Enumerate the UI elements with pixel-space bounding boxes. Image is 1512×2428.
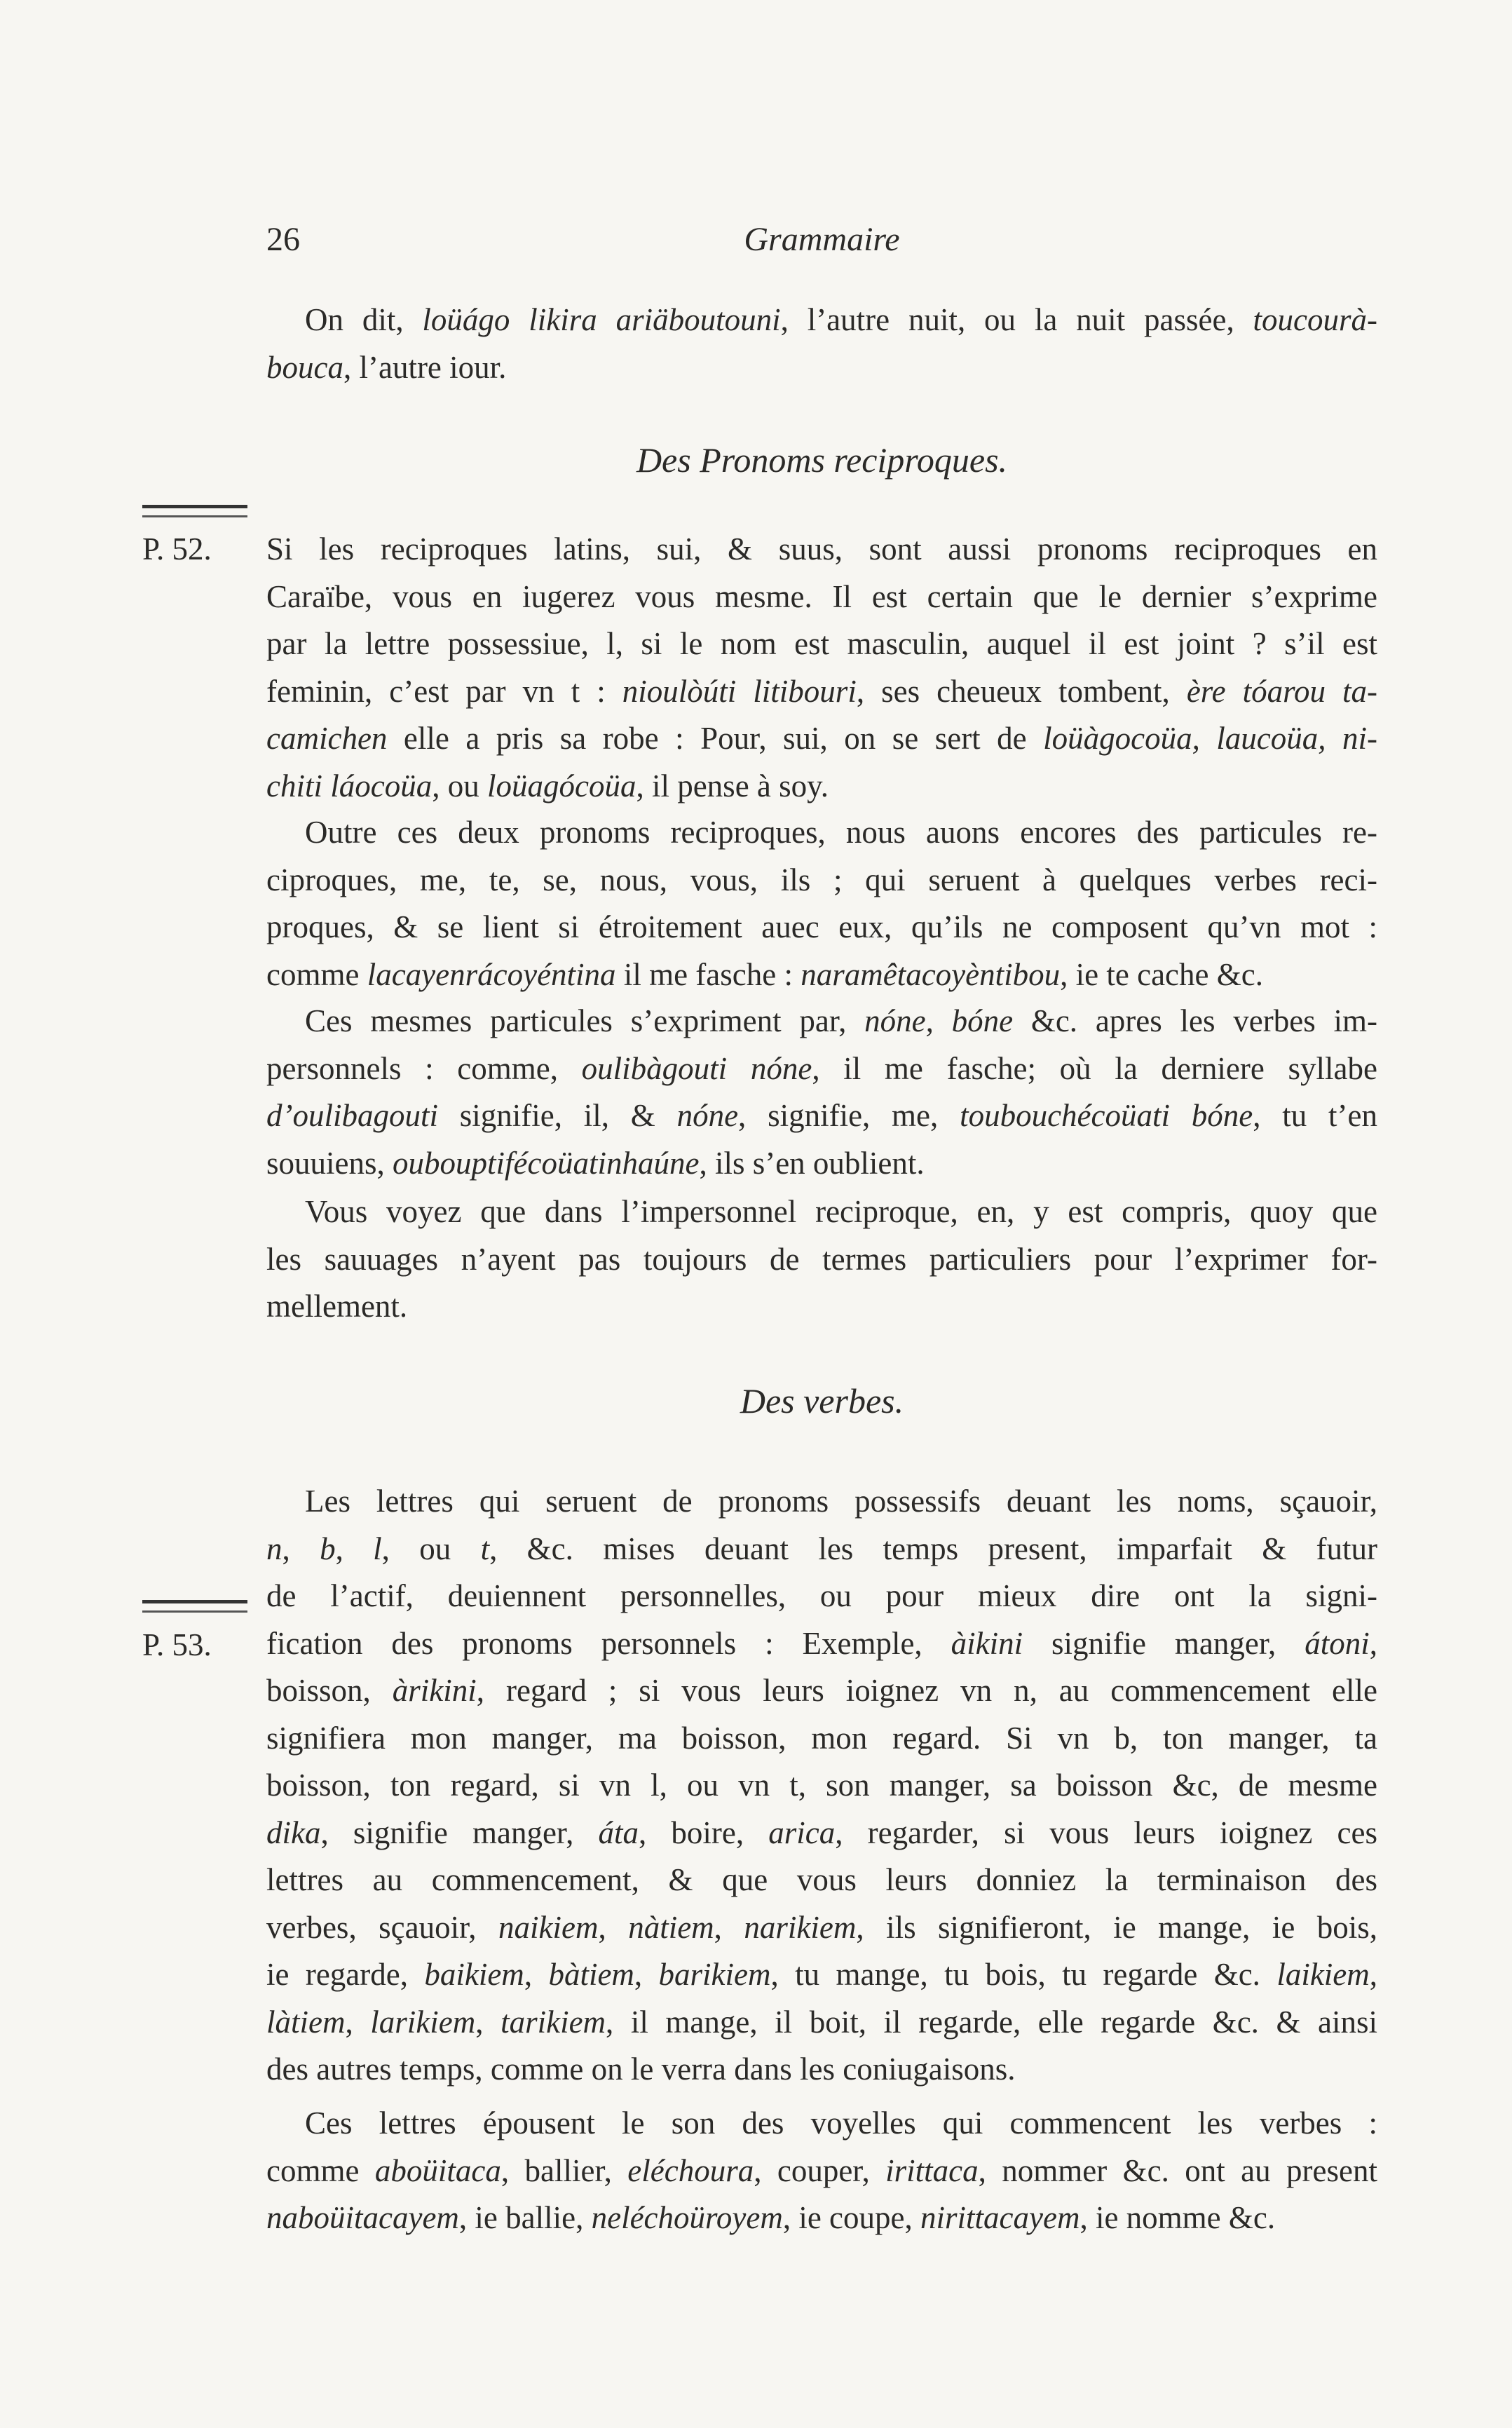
text-run: , ils s’en oublient. <box>699 1145 925 1181</box>
text-line <box>266 715 1377 763</box>
text-run: ciproques, me, te, se, nous, vous, ils ; qui seruent à quelques verbes reci- <box>266 862 1377 897</box>
text-run: ie regarde, <box>266 1957 425 1992</box>
text-run: Caraïbe, vous en iugerez vous mesme. Il est certain que le dernier s’exprime <box>266 578 1377 614</box>
text-run: , il me fasche; où la derniere syllabe <box>812 1050 1377 1086</box>
italic-term: átoni <box>1305 1625 1370 1661</box>
text-run: Les lettres qui seruent de pronoms possessifs deuant les noms, sçauoir, <box>305 1484 1377 1519</box>
margin-page-ref: P. 52. <box>142 531 212 567</box>
text-run: verbes, sçauoir, <box>266 1909 499 1945</box>
text-line <box>266 1188 1377 1236</box>
text-run: , <box>475 2004 501 2040</box>
text-run: , tu t’en <box>1253 1098 1377 1133</box>
italic-term: barikiem <box>658 1957 771 1992</box>
italic-term: n <box>266 1531 282 1566</box>
italic-term: eléchoura <box>627 2152 754 2188</box>
text-line <box>266 951 1377 999</box>
text-run: Outre ces deux pronoms reciproques, nous auons encores des particules re- <box>305 815 1377 850</box>
margin-page-ref: P. 53. <box>142 1627 212 1662</box>
text-run: , <box>634 1957 659 1992</box>
text-run: , ballier, <box>500 2152 628 2188</box>
italic-term: dika <box>266 1815 321 1850</box>
text-run: , ils signifieront, ie mange, ie bois, <box>856 1909 1378 1945</box>
text-line <box>266 1951 1377 1999</box>
text-run: , ou <box>381 1531 481 1566</box>
italic-term: nóne <box>676 1098 739 1133</box>
text-line <box>266 1715 1377 1763</box>
text-run: Vous voyez que dans l’impersonnel reciproque, en, y est compris, quoy que <box>305 1194 1377 1229</box>
text-run: , couper, <box>754 2152 886 2188</box>
text-run: , ie te cache &c. <box>1060 956 1263 992</box>
text-run: On dit, <box>305 302 423 337</box>
text-run: il me fasche : <box>615 956 801 992</box>
text-run: Ces mesmes particules s’expriment par, <box>305 1003 865 1038</box>
italic-term: àikini <box>951 1625 1023 1661</box>
text-run: , ie coupe, <box>782 2200 920 2235</box>
text-run: , signifie, me, <box>738 1098 960 1133</box>
italic-term: ère tóarou ta- <box>1186 673 1377 709</box>
text-line <box>266 857 1377 904</box>
italic-term: chiti láocoüa <box>266 768 433 803</box>
running-header <box>266 216 1377 264</box>
text-run: elle a pris sa robe : Pour, sui, on se sert de <box>387 721 1044 756</box>
italic-term: t <box>480 1531 490 1566</box>
text-run: , regard ; si vous leurs ioignez vn n, au commencement elle <box>476 1673 1378 1708</box>
margin-rule <box>142 1600 247 1613</box>
text-line <box>266 2046 1377 2094</box>
paragraph <box>266 1188 1377 1331</box>
text-run: , il mange, il boit, il regarde, elle regarde &c. & ainsi <box>606 2004 1378 2040</box>
italic-term: naramêtacoyèntibou <box>801 956 1061 992</box>
italic-term: oulibàgouti nóne <box>581 1050 812 1086</box>
text-line <box>266 1092 1377 1140</box>
text-run: , &c. mises deuant les temps present, imparfait & futur <box>489 1531 1378 1566</box>
text-line <box>266 1140 1377 1188</box>
text-line <box>266 1573 1377 1620</box>
text-run: signifiera mon manger, ma boisson, mon regard. Si vn b, ton manger, ta <box>266 1720 1377 1756</box>
text-run: comme <box>266 956 367 992</box>
section-heading-verbes: Des verbes. <box>740 1381 904 1420</box>
text-run: souuiens, <box>266 1145 393 1181</box>
italic-term: aboüitaca <box>374 2152 501 2188</box>
text-run: Si les reciproques latins, sui, & suus, sont aussi pronoms reciproques en <box>266 531 1377 567</box>
paragraph <box>266 1478 1377 2094</box>
text-line <box>266 574 1377 621</box>
text-line <box>266 1283 1377 1331</box>
text-run: signifie manger, <box>1023 1625 1305 1661</box>
italic-term: naboüitacayem <box>266 2200 459 2235</box>
text-run: , ou <box>432 768 487 803</box>
text-run: mellement. <box>266 1289 408 1324</box>
italic-term: nàtiem <box>628 1909 714 1945</box>
text-line <box>266 904 1377 951</box>
paragraph <box>266 297 1377 391</box>
paragraph <box>266 526 1377 810</box>
text-run: , <box>1369 1957 1378 1992</box>
text-run: , <box>1369 1625 1377 1661</box>
italic-term: lacayenrácoyéntina <box>367 956 616 992</box>
text-line <box>266 1526 1377 1573</box>
text-run: signifie, il, & <box>438 1098 677 1133</box>
italic-term: naikiem <box>498 1909 599 1945</box>
text-run: des autres temps, comme on le verra dans les coniugaisons. <box>266 2051 1016 2087</box>
text-run: , signifie manger, <box>320 1815 599 1850</box>
text-run: , il pense à soy. <box>636 768 829 803</box>
text-run: &c. apres les verbes im- <box>1013 1003 1377 1038</box>
text-run: , regarder, si vous leurs ioignez ces <box>835 1815 1377 1850</box>
text-run: , <box>598 1909 629 1945</box>
italic-term: nóne, bóne <box>864 1003 1014 1038</box>
italic-term: neléchoüroyem <box>591 2200 783 2235</box>
paragraph <box>266 2100 1377 2242</box>
italic-term: nirittacayem <box>920 2200 1080 2235</box>
italic-term: áta <box>598 1815 639 1850</box>
italic-term: bouca <box>266 349 343 385</box>
italic-term: baikiem <box>424 1957 524 1992</box>
text-line <box>266 2195 1377 2242</box>
text-run: les sauuages n’ayent pas toujours de termes particuliers pour l’exprimer for- <box>266 1241 1377 1277</box>
italic-term: narikiem <box>744 1909 857 1945</box>
text-run: de l’actif, deuiennent personnelles, ou pour mieux dire ont la signi- <box>266 1578 1377 1613</box>
text-run: , <box>335 1531 374 1566</box>
text-line <box>266 809 1377 857</box>
text-line <box>266 1810 1377 1857</box>
text-run: , l’autre nuit, ou la nuit passée, <box>780 302 1253 337</box>
italic-term: oubouptifécoüatinhaúne <box>393 1145 700 1181</box>
italic-term: nioulòúti litibouri <box>622 673 857 709</box>
italic-term: toucourà- <box>1253 302 1378 337</box>
italic-term: d’oulibagouti <box>266 1098 438 1133</box>
margin-rule <box>142 505 247 517</box>
italic-term: loüàgocoüa, laucoüa, ni- <box>1043 721 1377 756</box>
text-line <box>266 344 1377 392</box>
text-line <box>266 2100 1377 2148</box>
text-run: boisson, <box>266 1673 393 1708</box>
text-run: , ses cheueux tombent, <box>856 673 1187 709</box>
text-run: , l’autre iour. <box>343 349 507 385</box>
italic-term: b <box>320 1531 336 1566</box>
text-run: , <box>345 2004 371 2040</box>
italic-term: toubouchécoüati bóne <box>960 1098 1253 1133</box>
text-line <box>266 668 1377 716</box>
text-run: fication des pronoms personnels : Exemple, <box>266 1625 951 1661</box>
italic-term: larikiem <box>370 2004 476 2040</box>
running-title: Grammaire <box>744 221 900 258</box>
italic-term: tarikiem <box>500 2004 606 2040</box>
text-run: boisson, ton regard, si vn l, ou vn t, son manger, sa boisson &c, de mesme <box>266 1768 1377 1803</box>
text-run: Ces lettres épousent le son des voyelles qui commencent les verbes : <box>305 2105 1377 2141</box>
text-run: personnels : comme, <box>266 1050 582 1086</box>
italic-term: camichen <box>266 721 388 756</box>
text-run: lettres au commencement, & que vous leurs donniez la terminaison des <box>266 1862 1377 1897</box>
text-run: , <box>714 1909 744 1945</box>
text-line <box>266 2148 1377 2195</box>
paragraph <box>266 998 1377 1187</box>
paragraph <box>266 809 1377 998</box>
text-line <box>266 1904 1377 1952</box>
text-line <box>266 1620 1377 1668</box>
section-heading-pronoms: Des Pronoms reciproques. <box>636 440 1008 480</box>
text-run: , boire, <box>639 1815 769 1850</box>
text-run: proques, & se lient si étroitement auec eux, qu’ils ne composent qu’vn mot : <box>266 909 1377 944</box>
text-run: , ie ballie, <box>458 2200 592 2235</box>
text-line <box>266 1236 1377 1284</box>
italic-term: àrikini <box>392 1673 477 1708</box>
italic-term: arica <box>768 1815 836 1850</box>
italic-term: loüagócoüa <box>486 768 636 803</box>
text-run: comme <box>266 2152 375 2188</box>
text-line <box>266 763 1377 811</box>
italic-term: làtiem <box>266 2004 346 2040</box>
text-line <box>266 1045 1377 1093</box>
text-line <box>266 620 1377 668</box>
italic-term: irittaca <box>885 2152 979 2188</box>
text-run: , <box>282 1531 320 1566</box>
italic-term: bàtiem <box>548 1957 634 1992</box>
text-run: par la lettre possessiue, l, si le nom est masculin, auquel il est joint ? s’il est <box>266 626 1377 661</box>
text-run: feminin, c’est par vn t : <box>266 673 622 709</box>
text-run: , tu mange, tu bois, tu regarde &c. <box>770 1957 1277 1992</box>
text-run: , nommer &c. ont au present <box>978 2152 1378 2188</box>
text-line <box>266 1762 1377 1810</box>
text-line <box>266 526 1377 574</box>
italic-term: l <box>373 1531 382 1566</box>
italic-term: laikiem <box>1276 1957 1370 1992</box>
text-line <box>266 1857 1377 1904</box>
text-line <box>266 297 1377 344</box>
text-line <box>266 1999 1377 2047</box>
page-number: 26 <box>266 221 300 258</box>
text-line <box>266 1478 1377 1526</box>
text-run: , <box>524 1957 549 1992</box>
text-run: , ie nomme &c. <box>1079 2200 1276 2235</box>
italic-term: loüágo likira ariäboutouni <box>422 302 781 337</box>
text-line <box>266 1667 1377 1715</box>
text-line <box>266 998 1377 1045</box>
